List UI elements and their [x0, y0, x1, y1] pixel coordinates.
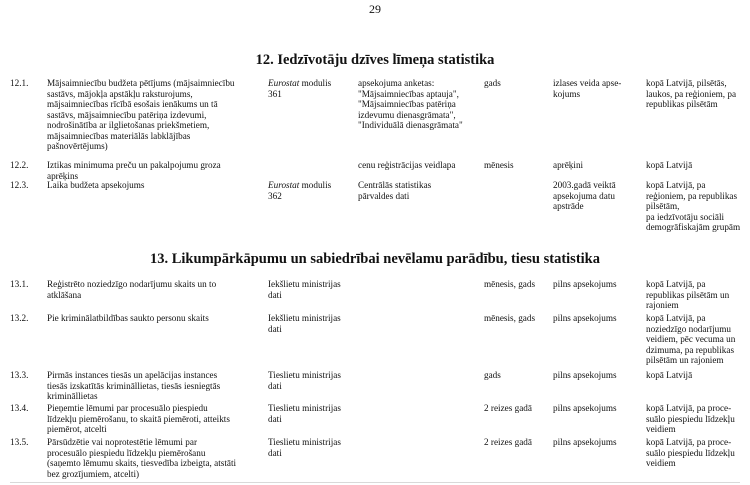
row-method: pilns apsekojums	[553, 403, 617, 413]
row-method: 2003.gadā veiktā apsekojuma datu apstrāde	[553, 180, 616, 211]
source-italic: Eurostat	[268, 180, 300, 190]
row-scope: kopā Latvijā, pa proce- suālo piespiedu līdzekļu veidiem	[646, 403, 735, 434]
source-italic: Eurostat	[268, 78, 300, 88]
row-number: 13.4.	[10, 403, 29, 413]
row-source	[268, 370, 354, 391]
row-document: cenu reģistrācijas veidlapa	[358, 160, 456, 170]
row-number: 12.2.	[10, 160, 29, 170]
source-rest: Tieslietu ministrijas dati	[268, 437, 341, 458]
row-scope: kopā Latvijā	[646, 160, 693, 170]
row-method: aprēķini	[553, 160, 584, 170]
source-rest: Iekšlietu ministrijas dati	[268, 279, 341, 300]
row-number: 13.5.	[10, 437, 29, 447]
row-description: Pirmās instances tiesās un apelācijas instances tiesās izskatītās krimināllietas, tiesās iesniegtās krimināllietas	[47, 370, 221, 401]
row-scope: kopā Latvijā	[646, 370, 693, 380]
source-rest: Iekšlietu ministrijas dati	[268, 313, 341, 334]
section-title-13: 13. Likumpārkāpumu un sabiedrībai nevēlamu parādību, tiesu statistika	[149, 251, 600, 267]
row-period: gads	[484, 78, 501, 88]
row-method: pilns apsekojums	[553, 370, 617, 380]
row-description: Mājsaimniecību budžeta pētījums (mājsaimniecību sastāvs, mājokļa apstākļu raksturojums, mājsaimniecības rīcībā esošais ienākums un tā sastāvs, mājsaimniecību patēriņa izdevumi, nodrošinātība ar ilglietošanas priekšmetiem, mājsaimniecības materiālās labklājības pašnovērtējums)	[47, 78, 235, 151]
row-method: pilns apsekojums	[553, 437, 617, 447]
source-rest: modulis 362	[268, 180, 332, 201]
row-source	[268, 437, 354, 458]
row-period: mēnesis, gads	[484, 313, 536, 323]
row-description: Iztikas minimuma preču un pakalpojumu groza aprēķins	[47, 160, 221, 181]
page-number: 29	[369, 2, 381, 16]
row-scope: kopā Latvijā, pa noziedzīgo nodarījumu veidiem, pēc vecuma un dzimuma, pa republikas pilsētām un rajoniem	[646, 313, 736, 365]
source-rest: modulis 361	[268, 78, 332, 99]
row-method: pilns apsekojums	[553, 313, 617, 323]
source-rest: Tieslietu ministrijas dati	[268, 370, 341, 391]
row-source	[268, 78, 354, 99]
row-number: 13.1.	[10, 279, 29, 289]
row-scope: kopā Latvijā, pilsētās, laukos, pa reģioniem, pa republikas pilsētām	[646, 78, 737, 109]
row-source	[268, 180, 354, 201]
row-period: 2 reizes gadā	[484, 403, 532, 413]
row-number: 13.2.	[10, 313, 29, 323]
row-period: mēnesis, gads	[484, 279, 536, 289]
row-document: Centrālās statistikas pārvaldes dati	[358, 180, 432, 201]
row-number: 12.3.	[10, 180, 29, 190]
row-description: Reģistrēto noziedzīgo nodarījumu skaits un to atklāšana	[47, 279, 217, 300]
row-period: mēnesis	[484, 160, 514, 170]
row-period: gads	[484, 370, 501, 380]
row-number: 13.3.	[10, 370, 29, 380]
row-source	[268, 403, 354, 424]
row-scope: kopā Latvijā, pa republikas pilsētām un rajoniem	[646, 279, 730, 310]
source-rest: Tieslietu ministrijas dati	[268, 403, 341, 424]
row-description: Pieņemtie lēmumi par procesuālo piespiedu līdzekļu piemērošanu, to skaitā piemēroti, atteikts piemērot, atcelti	[47, 403, 230, 434]
bottom-divider	[10, 482, 740, 483]
row-source	[268, 313, 354, 334]
row-period: 2 reizes gadā	[484, 437, 532, 447]
row-scope: kopā Latvijā, pa proce- suālo piespiedu līdzekļu veidiem	[646, 437, 735, 468]
section-title-12: 12. Iedzīvotāju dzīves līmeņa statistika	[255, 52, 495, 68]
row-method: pilns apsekojums	[553, 279, 617, 289]
row-description: Laika budžeta apsekojums	[47, 180, 145, 190]
row-scope: kopā Latvijā, pa reģioniem, pa republikas pilsētām, pa iedzīvotāju sociāli demogrāfiskajām grupām	[646, 180, 741, 232]
row-source	[268, 279, 354, 300]
row-method: izlases veida apse- kojums	[553, 78, 622, 99]
row-document: apsekojuma anketas: "Mājsaimniecības aptauja", "Mājsaimniecības patēriņa izdevumu dienasgrāmata", "Individuālā dienasgrāmata"	[358, 78, 463, 130]
row-description: Pie kriminālatbildības saukto personu skaits	[47, 313, 209, 323]
row-description: Pārsūdzētie vai noprotestētie lēmumi par procesuālo piespiedu līdzekļu piemērošanu (saņemto lēmumu skaits, tiesvedība izbeigta, atstāti bez grozījumiem, atcelti)	[47, 437, 237, 479]
row-number: 12.1.	[10, 78, 29, 88]
